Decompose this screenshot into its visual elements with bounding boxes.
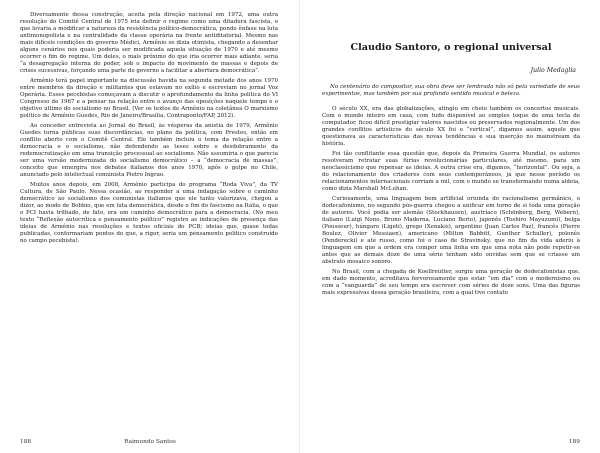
left-page-number: 188	[20, 439, 32, 445]
left-paragraph-1: Diversamente dessa construção, aceita pela direção nacional em 1972, uma outra resolução do Comitê Central de 1975 iria definir o regime como uma ditadura fascista, o que levaria a modificar a natureza da resistência político-democrática, pondo ênfase na luta antimonopolista e na centralidade da classe operária na frente antiditatorial. Mesmo nas mais difíceis condições do governo Médici, Armênio se dizia otimista, chegando a desenhar alguns cenários nos quais poderia ser modificada aquela situação de 1970 e até mesmo ocorrer o fim do regime. Um deles, o mais próximo do que iria ocorrer mais adiante, seria “a desagregação interna do poder, sob o impacto do movimento de massas e depois de crises sucessivas, forçando uma parte do governo a facilitar a abertura democrática”.	[20, 12, 278, 74]
article-author: Julio Medaglia	[530, 67, 576, 74]
left-paragraph-2: Armênio terá papel importante na discussão havida na segunda metade dos anos 1970 entre membros da direção e militantes que estavam no exílio e escreviam no jornal Voz Operária. Esses pecebistas começavam a discutir o aprofundamento da linha política do VI Congresso de 1967 e a pensar na relação entre o avanço das oposições naquele tempo e o objetivo último do socialismo no Brasil. (Ver os textos de Armênio na coletânea O marxismo político de Armênio Guedes, Rio de Janeiro/Brasília, Contraponto/FAP, 2012).	[20, 78, 278, 119]
left-text-column	[20, 12, 278, 248]
right-page-number: 189	[568, 439, 580, 445]
left-running-author: Raimundo Santos	[124, 439, 176, 445]
article-abstract: No centenário do compositor, sua obra deve ser lembrada não só pela variedade de seus experimentos, mas também por sua profundo sentido musical e beleza.	[322, 84, 580, 97]
right-paragraph-3: Curiosamente, uma linguagem bem artificial oriunda do racionalismo germânico, o dodecafonismo, no segundo pós-guerra chegou a unificar em torno de si toda uma geração de autores. Você podia ser alemão (Stockhausen), austríaco (Schönberg, Berg, Webern), italiano (Luigi Nono, Bruno Maderna, Luciano Berio), japonês (Toshiro Mayuzumi), belga (Pousseur), húngaro (Ligeti), grego (Xenakis), argentino (Juan Carlos Paz), francês (Pierre Boulez, Olivier Messiaen), americano (Milton Babbitt, Gunther Schuller), polonês (Penderecki) e até russo, como foi o caso de Stravinsky, que no fim da vida aderiu à linguagem em que a ordem era compor uma linha em que uma nota não pode repetir-se antes que as demais doze de uma série tenham sido ouvidas sem que se criasse um abstrato mosaico sonoro.	[322, 196, 580, 265]
right-page	[300, 0, 600, 453]
right-paragraph-4: No Brasil, com a chegada de Koellreutter, surgiu uma geração de dodecafonistas que, em dado momento, acreditava fervorosamente que estar “em dia” com o modernismo ou com a “vanguarda” de seu tempo era escrever com séries de doze sons. Uma das figuras mais expressivas dessa geração brasileira, com a qual tive contato	[322, 269, 580, 296]
left-paragraph-3: Ao conceder entrevista ao Jornal do Brasil, às vésperas da anistia de 1979, Armênio Guedes torna públicas suas discordâncias, no plano da política, com Prestes, então em conflito aberto com o Comitê Central. Ele também incluiu o tema da relação entre a democracia e o socialismo, não defendendo as teses sobre o desdobramento da redemocratização em uma transição processual ao socialismo. Não assumiria o que parecia ser uma versão modernizada do socialismo democrático – a “democracia de massas”, conceito que emergira nos debates italianos dos anos 1970, após o golpe no Chile, anunciado pelo intelectual comunista Pietro Ingrao.	[20, 123, 278, 178]
right-text-column	[322, 12, 580, 300]
right-paragraph-1: O século XX, era das globalizações, atingiu em cheio também os concertos musicais. Com o mundo inteiro em casa, com tudo disponível ao simples toque de uma tecla de computador, ficou difícil prestigiar valores nascidos ou preservados regionalmente. Um dos grandes conflitos artísticos do século XX foi o “vertical”, digamos assim, aquele que questionava as características das novas tendências e sua inserção no mainstream da história.	[322, 106, 580, 147]
right-paragraph-2: Foi tão conflitante essa questão que, depois da Primeira Guerra Mundial, os autores resolveram retratar suas fúrias revolucionárias particulares, até mesmo, para um neoclassicismo que repensar as ideias. A outra crise era, digamos, “horizontal”. Ou seja, a do relacionamento dos criadores com seus contemporâneos, já que nesse período os relacionamentos internacionais corriam a mil, com o mundo se transformando numa aldeia, como dizia Marshall McLuhan.	[322, 151, 580, 192]
article-title: Claudio Santoro, o regional universal	[350, 42, 552, 53]
left-paragraph-4: Muitos anos depois, em 2008, Armênio participa do programa “Roda Viva”, da TV Cultura, de São Paulo. Nessa ocasião, ao responder a uma indagação sobre o caminho democrático ao socialismo dos comunistas italianos que ele tanto valorizava, chegou a dizer, ao modo de Bobbio, que em luta democrática, desde o fim do fascismo na Itália, o que o PCI havia trilhado, de fato, era um caminho democrático para a democracia. (No meu texto “Reflexão autocrítica e pensamento político” registro as indicações de presença das ideias de Armênio nas resoluções e textos oficiais do PCB; ideias que, quase todas publicadas, conformariam pontos do que, a rigor, seria um pensamento político construído no campo pecebista).	[20, 182, 278, 244]
